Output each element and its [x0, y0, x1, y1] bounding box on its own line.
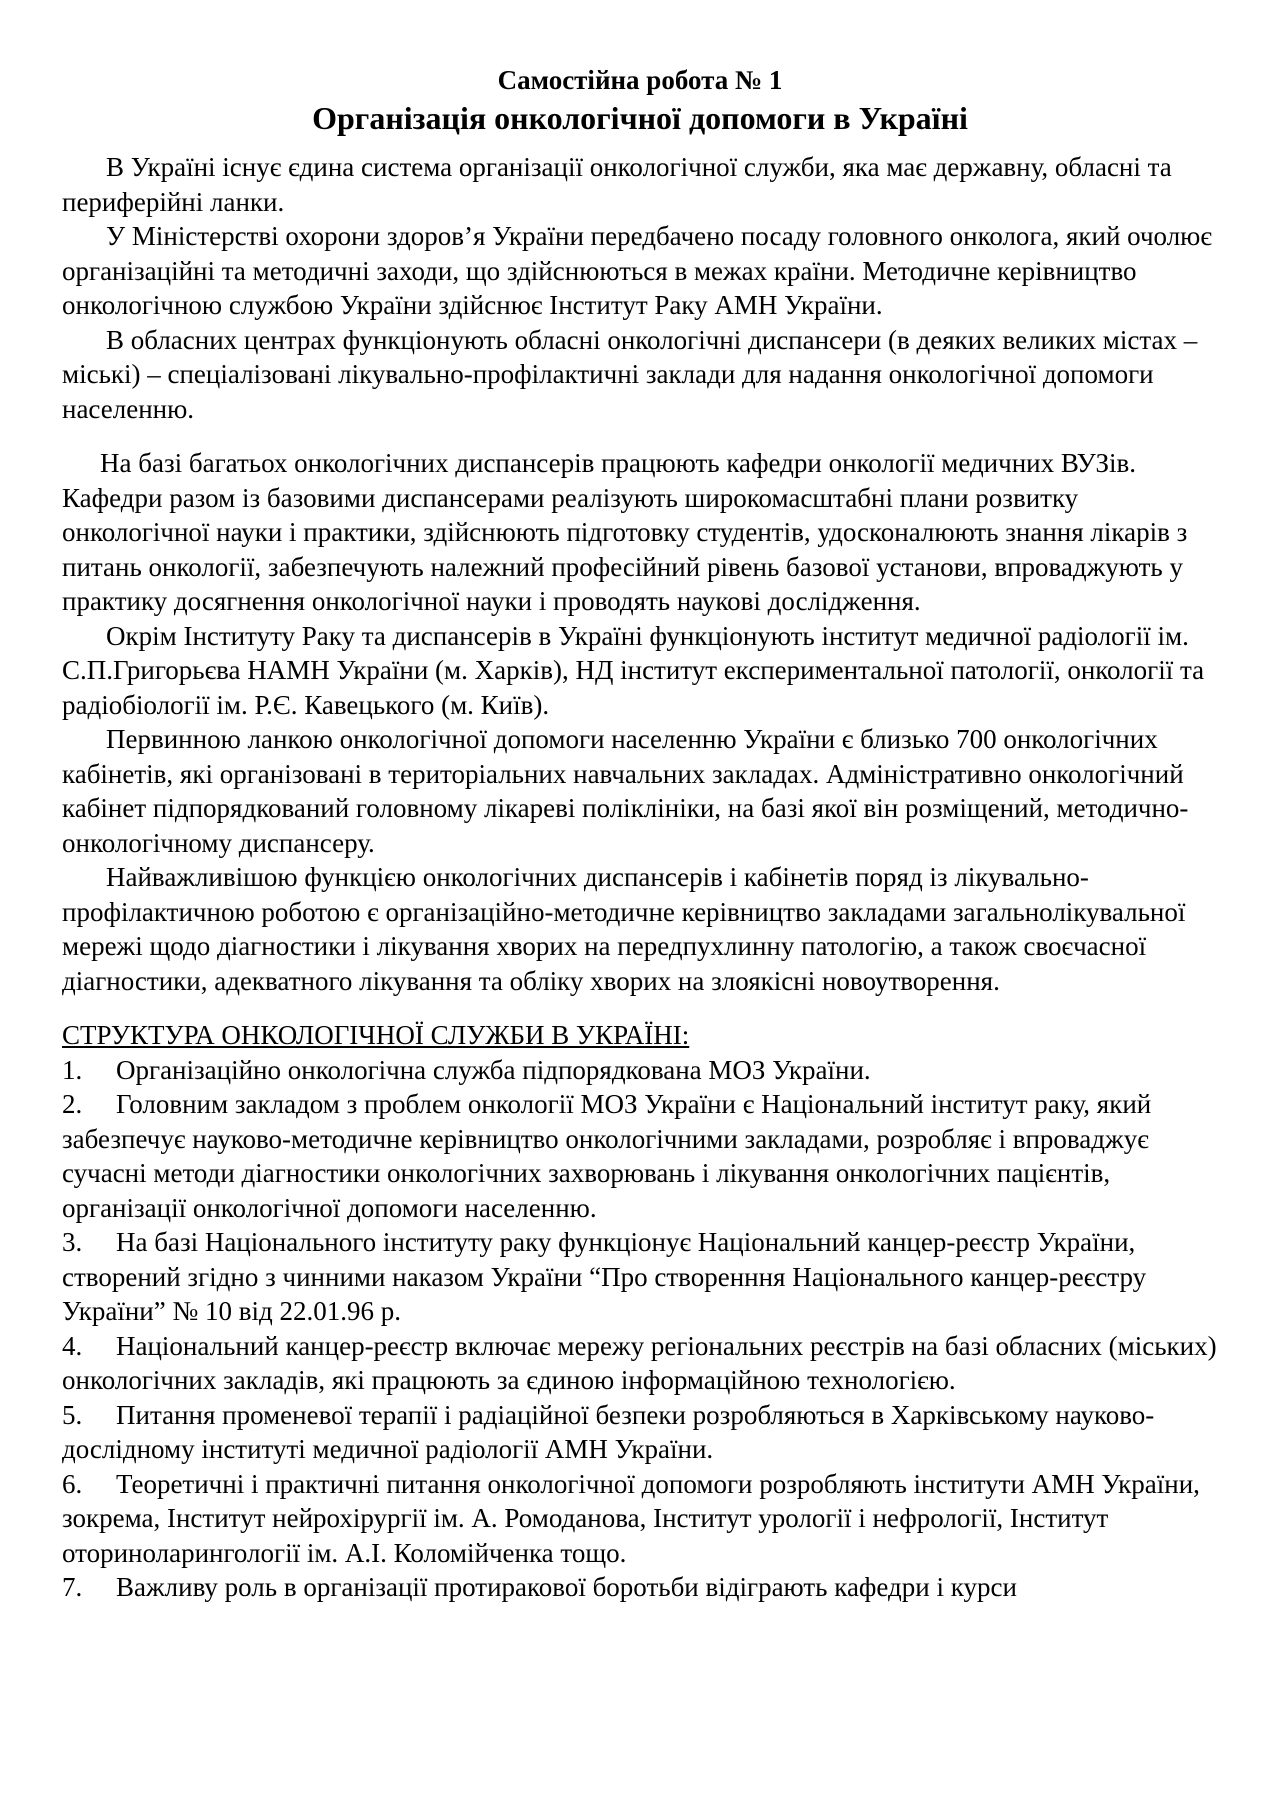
structure-list [62, 1053, 1218, 1605]
paragraph-3: В обласних центрах функціонують обласні онкологічні диспансери (в деяких великих містах – міські) – спеціалізовані лікувально-профілактичні заклади для надання онкологічної допомоги населенню. [62, 324, 1198, 424]
paragraph-7: Найважливішою функцією онкологічних диспансерів і кабінетів поряд із лікувально-профілактичною роботою є організаційно-методичне керівництво закладами загальнолікувальної мережі щодо діагностики і лікування хворих на передпухлинну патологію, а також своєчасної діагностики, адекватного лікування та обліку хворих на злоякісні новоутворення. [62, 862, 1186, 996]
paragraph-1: В Україні існує єдина система організації онкологічної служби, яка має державну, обласні та периферійні ланки. [62, 152, 1172, 217]
list-item [62, 1329, 1218, 1398]
list-item-text: Важливу роль в організації протиракової боротьби відіграють кафедри і курси [116, 1572, 1017, 1602]
list-item-text: На базі Національного інституту раку функціонує Національний канцер-реєстр України, створений згідно з чинними наказом України “Про створенння Національного канцер-реєстру України” № 10 від 22.01.96 р. [62, 1227, 1147, 1326]
list-item-number: 2. [62, 1089, 83, 1119]
paragraph-6: Первинною ланкою онкологічної допомоги населенню України є близько 700 онкологічних кабінетів, які організовані в територіальних навчальних закладах. Адміністративно онкологічний кабінет підпорядкований головному лікареві поліклініки, на базі якої він розміщений, методично-онкологічному диспансеру. [62, 724, 1189, 858]
list-item-number: 5. [62, 1399, 83, 1430]
list-item-number: 3. [62, 1227, 83, 1257]
list-item [62, 1225, 1218, 1329]
list-item [62, 1398, 1218, 1467]
list-item [62, 1087, 1218, 1225]
list-item-number: 7. [62, 1572, 83, 1602]
list-item-number: 1. [62, 1054, 83, 1085]
list-item [62, 1467, 1218, 1571]
list-item-text: Теоретичні і практичні питання онкологічної допомоги розробляють інститути АМН України, зокрема, Інститут нейрохірургії ім. А. Ромоданова, Інститут урології і нефрології, Інститут оториноларингології ім. А.І. Коломійченка тощо. [62, 1468, 1200, 1568]
list-item [62, 1053, 1218, 1088]
paragraph-2: У Міністерстві охорони здоров’я України передбачено посаду головного онколога, який очолює організаційні та методичні заходи, що здійснюються в межах країни. Методичне керівництво онкологічною службою України здійснює Інститут Раку АМН України. [62, 221, 1212, 320]
list-item-text: Головним закладом з проблем онкології МОЗ України є Національний інститут раку, який забезпечує науково-методичне керівництво онкологічними закладами, розробляє і впроваджує сучасні методи діагностики онкологічних захворювань і лікування онкологічних пацієнтів, організації онкологічної допомоги населенню. [62, 1089, 1152, 1223]
list-item-text: Національний канцер-реєстр включає мережу регіональних реєстрів на базі обласних (міських) онкологічних закладів, які працюють за єдиною інформаційною технологією. [62, 1330, 1217, 1395]
paragraph-5: Окрім Інституту Раку та диспансерів в Україні функціонують інститут медичної радіології ім. С.П.Григорьєва НАМН України (м. Харків), НД інститут експериментальної патології, онкології та радіобіології ім. Р.Є. Кавецького (м. Київ). [62, 620, 1205, 720]
list-item [62, 1570, 1218, 1605]
list-item-text: Питання променевої терапії і радіаційної безпеки розробляються в Харківському науково-дослідному інституті медичної радіології АМН України. [62, 1399, 1155, 1464]
list-item-number: 4. [62, 1330, 83, 1361]
page-subtitle: Організація онкологічної допомоги в Україні [312, 100, 968, 136]
section-heading: СТРУКТУРА ОНКОЛОГІЧНОЇ СЛУЖБИ В УКРАЇНІ: [62, 1020, 690, 1050]
list-item-number: 6. [62, 1468, 83, 1499]
list-item-text: Організаційно онкологічна служба підпорядкована МОЗ України. [116, 1054, 871, 1085]
page-title: Самостійна робота № 1 [497, 65, 783, 95]
paragraph-4: На базі багатьох онкологічних диспансерів працюють кафедри онкології медичних ВУЗів. Кафедри разом із базовими диспансерами реалізують широкомасштабні плани розвитку онкологічної науки і практики, здійснюють підготовку студентів, удосконалюють знання лікарів з питань онкології, забезпечують належний професійний рівень базової установи, впроваджують у практику досягнення онкологічної науки і проводять наукові дослідження. [62, 448, 1188, 616]
